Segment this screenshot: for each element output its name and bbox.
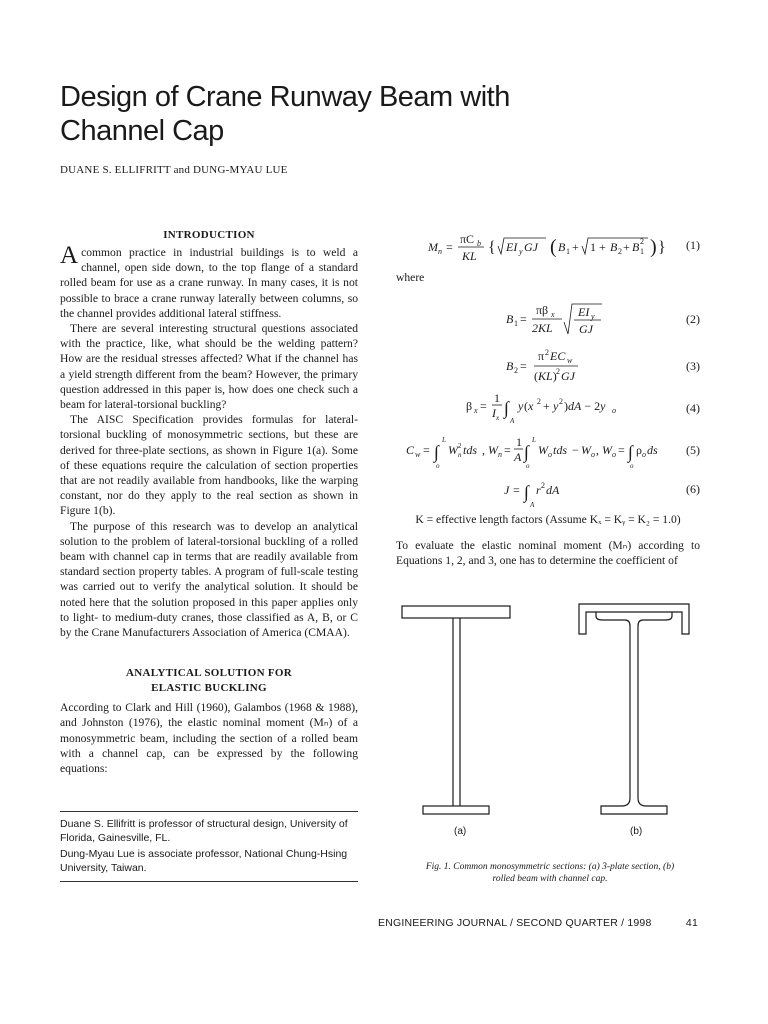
svg-text:1: 1 [516,435,522,449]
svg-text:(x: (x [524,399,534,413]
svg-text:2: 2 [458,442,462,450]
svg-text:1: 1 [514,319,518,328]
svg-text:EI: EI [578,305,590,319]
figure-label-a: (a) [454,826,467,837]
svg-text:x: x [551,310,555,319]
svg-text:w: w [567,356,573,365]
equation-1-formula [416,230,666,264]
svg-text:(KL): (KL) [534,369,557,383]
intro-paragraph-1 [60,242,358,321]
equation-4-number: (4) [686,401,700,415]
svg-text:A: A [514,450,522,464]
svg-text:=: = [446,240,453,254]
svg-text:∫: ∫ [628,442,633,462]
svg-text:o: o [436,462,440,470]
svg-text:1: 1 [640,247,644,256]
svg-text:ρ: ρ [636,443,642,457]
page-number: 41 [685,917,698,929]
svg-text:W: W [448,443,458,457]
svg-text:o: o [612,450,616,459]
fig-a-top-flange [402,606,510,618]
svg-text:B: B [558,240,566,254]
equation-5 [396,434,700,472]
svg-text:n: n [458,451,462,459]
svg-text:−: − [572,443,579,457]
svg-text:β: β [466,399,473,413]
equation-2-formula [506,298,606,340]
svg-text:=: = [480,399,487,413]
svg-text:x: x [474,406,478,415]
authors: DUANE S. ELLIFRITT and DUNG-MYAU LUE [60,164,288,176]
svg-text:2: 2 [559,397,563,406]
svg-text:J: J [504,483,510,497]
svg-text:n: n [438,247,442,256]
svg-text:πC: πC [460,232,475,246]
svg-text:tds: tds [553,443,568,457]
equation-5-number: (5) [686,443,700,457]
intro-paragraph-4: The purpose of this research was to develop an analytical solution to the problem of lateral-torsional buckling of a rolled beam with channel cap in terms that are readily available from standard section property tables. A program of full-scale testing was carried out to verify the analytical solution. It should be noted here that the solution proposed in this paper applies only to light- to medium-duty cranes, those classified as A, B, or C by the Crane Manufacturers Association of America (CMAA). [60,519,358,640]
svg-text:+: + [572,240,579,254]
left-column [60,228,358,776]
figure-label-b: (b) [630,826,643,837]
footnote-rule-top [60,811,358,812]
svg-text:W: W [538,443,548,457]
footnote-rule-bottom [60,881,358,882]
svg-text:B: B [506,359,514,373]
svg-text:y: y [518,399,524,413]
svg-text:2: 2 [537,397,541,406]
svg-text:y: y [553,399,559,413]
svg-text:o: o [548,450,552,459]
svg-text:{: { [488,239,496,256]
svg-text:B: B [632,240,640,254]
figure-1-drawing [396,598,700,824]
svg-text:L: L [532,436,536,444]
svg-text:2: 2 [541,481,545,490]
svg-text:,: , [482,443,485,457]
svg-text:): ) [650,236,657,258]
evaluate-paragraph: To evaluate the elastic nominal moment (Mₙ) according to Equations 1, 2, and 3, one has to determine the coefficient of [396,539,700,568]
svg-text:GJ: GJ [524,240,538,254]
svg-text:)dA − 2y: )dA − 2y [564,399,606,413]
equation-3 [396,346,700,386]
svg-text:=: = [513,483,520,497]
svg-text:,: , [596,443,599,457]
svg-text:W: W [602,443,612,457]
svg-text:(: ( [550,236,557,258]
author-notes [60,818,358,878]
author-note-1: Duane S. Ellifritt is professor of structural design, University of Florida, Gainesville, FL. [60,818,348,844]
svg-text:2: 2 [514,366,518,375]
analytical-heading-1: ANALYTICAL SOLUTION FOR [125,667,293,680]
svg-text:=: = [504,443,511,457]
svg-text:1: 1 [566,247,570,256]
figure-1-caption: Fig. 1. Common monosymmetric sections: (a) 3-plate section, (b) rolled beam with channel cap. [425,862,675,884]
svg-text:ds: ds [647,443,658,457]
equation-6 [396,478,700,508]
svg-text:KL: KL [462,249,477,263]
svg-text:A: A [510,417,515,425]
svg-text:B: B [610,240,618,254]
svg-text:b: b [477,239,481,248]
svg-text:=: = [618,443,625,457]
svg-text:EC: EC [550,349,566,363]
author-note-2: Dung-Myau Lue is associate professor, National Chung-Hsing University, Taiwan. [60,848,348,874]
svg-text:w: w [415,450,421,459]
svg-text:∫: ∫ [524,442,529,462]
equation-2-number: (2) [686,312,700,326]
equation-1 [396,230,700,264]
svg-text:2KL: 2KL [532,321,553,335]
svg-text:∫: ∫ [434,442,439,462]
svg-text:2: 2 [556,367,560,376]
equation-6-number: (6) [686,482,700,496]
fig-a-bottom-flange [423,806,489,814]
svg-text:}: } [658,239,666,256]
svg-text:y: y [519,247,523,256]
svg-text:r: r [536,483,541,497]
svg-text:n: n [498,450,502,459]
svg-text:o: o [630,462,634,470]
svg-text:I: I [492,406,496,420]
svg-text:2: 2 [545,348,549,357]
intro-heading: INTRODUCTION [163,229,255,241]
svg-text:=: = [520,359,527,373]
k-factor-line: K = effective length factors (Assume Kₓ = Kᵧ = K₂ = 1.0) [415,513,681,526]
svg-text:GJ: GJ [561,369,575,383]
equation-2 [396,298,700,340]
journal-name: ENGINEERING JOURNAL / SECOND QUARTER / 1998 [378,917,652,929]
svg-text:dA: dA [546,483,560,497]
svg-text:x: x [496,414,500,422]
svg-text:W: W [581,443,591,457]
svg-text:o: o [642,450,646,459]
svg-text:o: o [591,450,595,459]
equation-4 [396,392,700,426]
svg-text:π: π [538,349,545,363]
svg-text:A: A [530,501,535,509]
svg-text:∫: ∫ [524,482,529,502]
svg-text:o: o [612,406,616,415]
svg-text:=: = [423,443,430,457]
svg-text:πβ: πβ [536,303,549,317]
where-label: where [396,271,425,284]
intro-paragraph-3: The AISC Specification provides formulas for lateral-torsional buckling of monosymmetric sections, but these are derived for three-plate sections, as shown in Figure 1(a). Some of these equations require the calculation of section properties that are not readily available from handbooks, like the warping constant, nor do they apply to the real section as shown in Figure 1(b). [60,413,358,518]
drop-cap: A [60,242,79,269]
fig-b-channel-cap [579,604,689,634]
svg-text:2: 2 [640,237,644,246]
svg-text:tds: tds [463,443,478,457]
equation-3-formula [506,346,606,386]
svg-text:EI: EI [506,240,518,254]
equation-3-number: (3) [686,359,700,373]
svg-text:GJ: GJ [579,322,593,336]
intro-p1-text: common practice in industrial buildings is to weld a channel, open side down, to the top flange of a standard rolled beam for use as a crane runway. In many cases, it is not possible to brace a crane runway laterally between columns, so the channel provides additional lateral stiffness. [60,246,358,320]
svg-text:=: = [520,312,527,326]
svg-text:∫: ∫ [504,398,509,418]
svg-text:L: L [442,436,446,444]
equation-1-number: (1) [686,238,700,252]
equation-5-formula [406,434,656,472]
svg-text:+: + [543,399,550,413]
equation-4-formula [466,392,616,426]
svg-text:M: M [428,240,438,254]
svg-text:B: B [506,312,514,326]
fig-b-rolled-beam [596,612,672,814]
svg-text:2: 2 [618,247,622,256]
equation-6-formula [504,478,584,508]
svg-text:C: C [406,443,415,457]
analytical-heading-2: ELASTIC BUCKLING [151,682,267,695]
analytical-paragraph-1: According to Clark and Hill (1960), Galambos (1968 & 1988), and Johnston (1976), the elastic nominal moment (Mₙ) of a monosymmetric beam, including the section of a rolled beam with a channel cap, can be expressed by the following equations: [60,701,358,776]
svg-text:1 +: 1 + [590,240,606,254]
svg-text:o: o [526,462,530,470]
intro-paragraph-2: There are several interesting structural questions associated with the practice, like, what should be the welding pattern? How are the residual stresses affected? What if the channel has a yield strength different from the beam? However, the primary question addressed in this paper is, how does one check such a beam for lateral-torsional buckling? [60,322,358,412]
svg-text:W: W [488,443,498,457]
page-footer [378,917,698,929]
paper-title: Design of Crane Runway Beam with Channel Cap [60,81,510,147]
svg-text:y: y [591,312,595,321]
svg-text:1: 1 [494,391,500,405]
svg-text:+: + [623,240,630,254]
